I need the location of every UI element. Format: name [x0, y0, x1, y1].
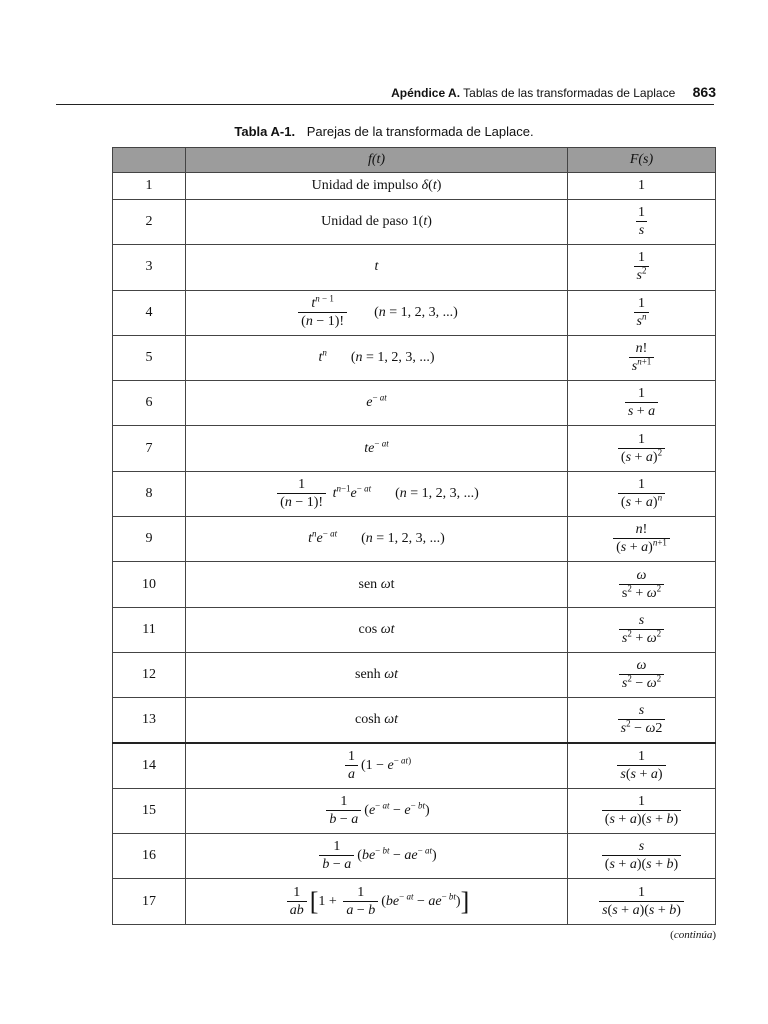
chapter-title: Tablas de las transformadas de Laplace — [463, 86, 676, 100]
time-function: $t^ne^{- at}$ (n = 1, 2, 3, ...) — [186, 517, 568, 562]
laplace-table — [112, 147, 716, 925]
laplace-transform: $\frac{n!}{s^{n+1}}$ — [568, 335, 716, 380]
table-caption-text: Parejas de la transformada de Laplace. — [306, 124, 534, 139]
row-number: 16 — [113, 834, 186, 879]
row-number: 5 — [113, 335, 186, 380]
time-function: $e^{- at}$ — [186, 381, 568, 426]
table-caption — [0, 124, 768, 139]
time-function: $\frac{1}{b - a}$ $(e^{- at} - e^{- bt})$ — [186, 788, 568, 833]
row-number: 4 — [113, 290, 186, 335]
laplace-transform: $\frac{1}{s + a}$ — [568, 381, 716, 426]
table-row — [113, 426, 716, 471]
continued-word: continúa — [673, 929, 713, 941]
row-number: 10 — [113, 562, 186, 607]
table-row — [113, 698, 716, 743]
table-row — [113, 652, 716, 697]
laplace-transform: $\frac{1}{(s + a)^n}$ — [568, 471, 716, 516]
row-number: 1 — [113, 173, 186, 200]
time-function: Unidad de impulso δ(t) — [186, 173, 568, 200]
table-row — [113, 173, 716, 200]
row-number: 8 — [113, 471, 186, 516]
table-caption-label: Tabla A-1. — [234, 124, 296, 139]
time-function: cosh ωt — [186, 698, 568, 743]
continued-open-paren: ( — [670, 929, 674, 941]
header-rule — [56, 104, 714, 105]
laplace-transform: $\frac{1}{(s + a)(s + b)}$ — [568, 788, 716, 833]
time-function: $te^{- at}$ — [186, 426, 568, 471]
row-number: 12 — [113, 652, 186, 697]
table-row — [113, 879, 716, 924]
table-row — [113, 290, 716, 335]
table-row — [113, 743, 716, 788]
table-row — [113, 517, 716, 562]
laplace-transform: $\frac{s}{s^2 + \omega^2}$ — [568, 607, 716, 652]
table-row — [113, 381, 716, 426]
row-number: 2 — [113, 200, 186, 245]
laplace-transform: $\frac{\omega}{s^2 + \omega^2}$ — [568, 562, 716, 607]
laplace-transform: $\frac{s}{s^2 - \omega 2}$ — [568, 698, 716, 743]
table-row — [113, 788, 716, 833]
time-function: sen ωt — [186, 562, 568, 607]
laplace-transform: $\frac{1}{s(s + a)}$ — [568, 743, 716, 788]
time-function: $\frac{1}{b - a}$ $(be^{- bt} - ae^{- at})$ — [186, 834, 568, 879]
time-function: senh ωt — [186, 652, 568, 697]
running-head — [391, 84, 716, 100]
row-number: 14 — [113, 743, 186, 788]
laplace-transform: 1 — [568, 173, 716, 200]
row-number: 6 — [113, 381, 186, 426]
row-number: 13 — [113, 698, 186, 743]
header-Fs: F(s) — [568, 148, 716, 173]
continued-note — [670, 929, 716, 941]
table-row — [113, 562, 716, 607]
row-number: 11 — [113, 607, 186, 652]
page-number: 863 — [692, 84, 716, 100]
laplace-transform: $\frac{1}{(s + a)^2}$ — [568, 426, 716, 471]
table-header-row — [113, 148, 716, 173]
row-number: 9 — [113, 517, 186, 562]
time-function: $\frac{1}{a}$ ($1 - e^{- at)}$ — [186, 743, 568, 788]
laplace-transform: $\frac{1}{s}$ — [568, 200, 716, 245]
table-row — [113, 834, 716, 879]
laplace-transform: $\frac{s}{(s + a)(s + b)}$ — [568, 834, 716, 879]
time-function: $\frac{1}{ab}$ [1 + $\frac{1}{a - b}$ $(be^{- at} - ae^{- bt})$] — [186, 879, 568, 924]
time-function: $\frac{1}{(n - 1)!}$ $t^{n-1}e^{- at}$ (n = 1, 2, 3, ...) — [186, 471, 568, 516]
row-number: 7 — [113, 426, 186, 471]
header-num — [113, 148, 186, 173]
time-function: $t^n$ (n = 1, 2, 3, ...) — [186, 335, 568, 380]
table-row — [113, 335, 716, 380]
table-row — [113, 607, 716, 652]
header-ft: f(t) — [186, 148, 568, 173]
laplace-transform: $\frac{1}{s(s + a)(s + b)}$ — [568, 879, 716, 924]
row-number: 3 — [113, 245, 186, 290]
table-row — [113, 245, 716, 290]
laplace-transform: $\frac{n!}{(s + a)^{n+1}}$ — [568, 517, 716, 562]
continued-close-paren: ) — [712, 929, 716, 941]
chapter-label: Apéndice A. — [391, 86, 461, 100]
laplace-transform: $\frac{1}{s^2}$ — [568, 245, 716, 290]
laplace-transform: $\frac{\omega}{s^2 - \omega^2}$ — [568, 652, 716, 697]
row-number: 17 — [113, 879, 186, 924]
row-number: 15 — [113, 788, 186, 833]
time-function: $\frac{t^{n - 1}}{(n - 1)!}$ (n = 1, 2, 3, ...) — [186, 290, 568, 335]
table-row — [113, 200, 716, 245]
time-function: Unidad de paso 1(t) — [186, 200, 568, 245]
time-function: cos ωt — [186, 607, 568, 652]
laplace-transform: $\frac{1}{s^n}$ — [568, 290, 716, 335]
table-row — [113, 471, 716, 516]
time-function: t — [186, 245, 568, 290]
